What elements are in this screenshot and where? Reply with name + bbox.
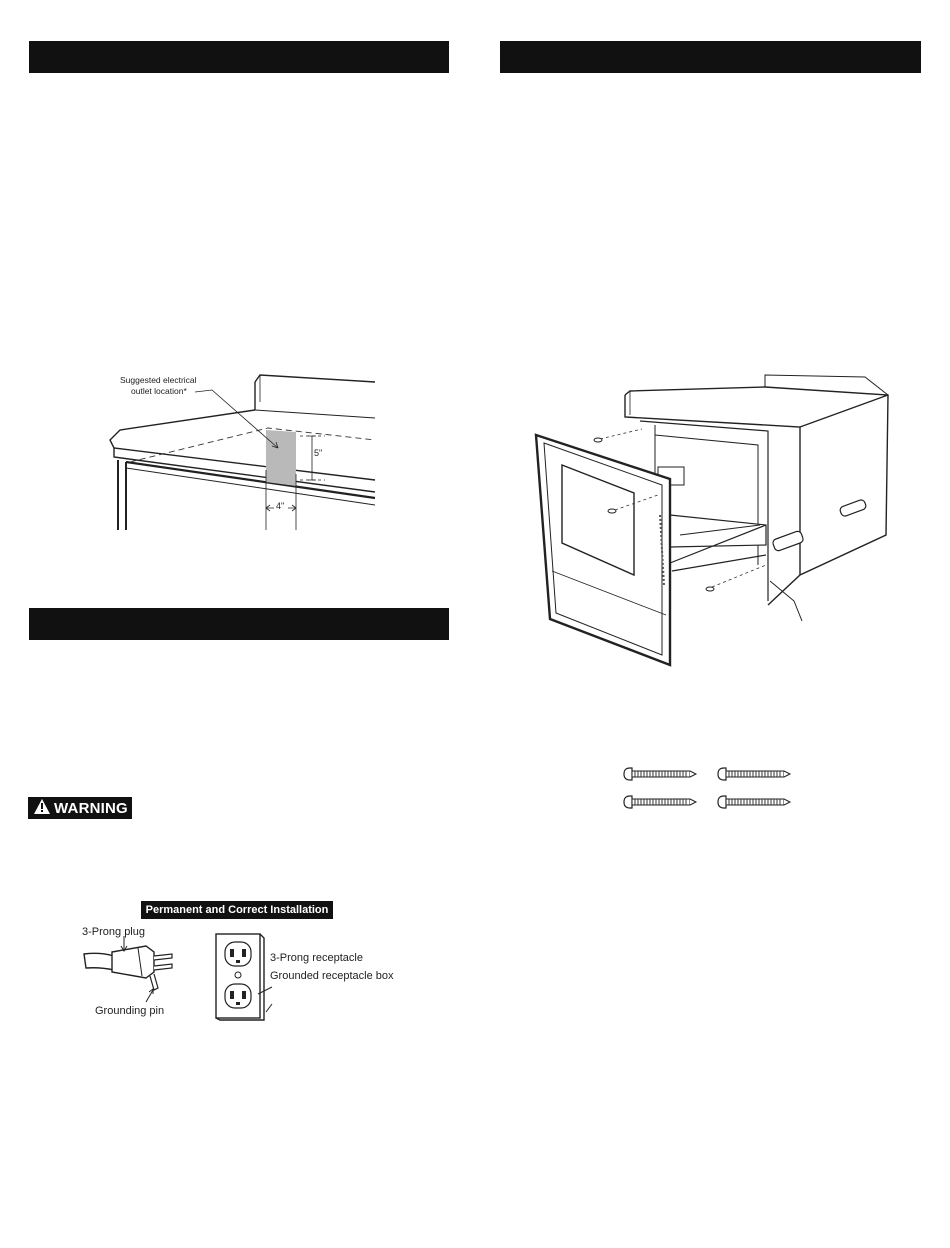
left-lower-section-header-bar [29, 608, 449, 640]
outlet-callout-line-2: outlet location* [131, 386, 187, 396]
screws-drawing [622, 768, 797, 822]
warning-badge [28, 797, 132, 819]
grounding-pin-label: Grounding pin [95, 1005, 165, 1017]
receptacle-label: 3-Prong receptacle [270, 952, 363, 964]
dimension-width-label: 4" [276, 501, 285, 511]
drawer-installation-figure [530, 375, 900, 670]
receptacle-box-label: Grounded receptacle box [270, 970, 394, 982]
right-section-header-bar [500, 41, 921, 73]
warning-triangle-icon [34, 799, 50, 818]
installation-banner: Permanent and Correct Installation [141, 901, 333, 919]
warning-label: WARNING [54, 799, 128, 817]
dimension-height-label: 5" [314, 448, 323, 458]
left-section-header-bar [29, 41, 449, 73]
outlet-location-figure [100, 370, 380, 535]
receptacle-drawing [212, 932, 272, 1020]
plug-label: 3-Prong plug [82, 926, 145, 938]
plug-figure [80, 922, 190, 1017]
outlet-callout-line-1: Suggested electrical [120, 375, 197, 385]
screws-figure [622, 768, 797, 822]
warming-drawer-drawing [530, 375, 900, 670]
receptacle-figure [212, 932, 402, 1022]
